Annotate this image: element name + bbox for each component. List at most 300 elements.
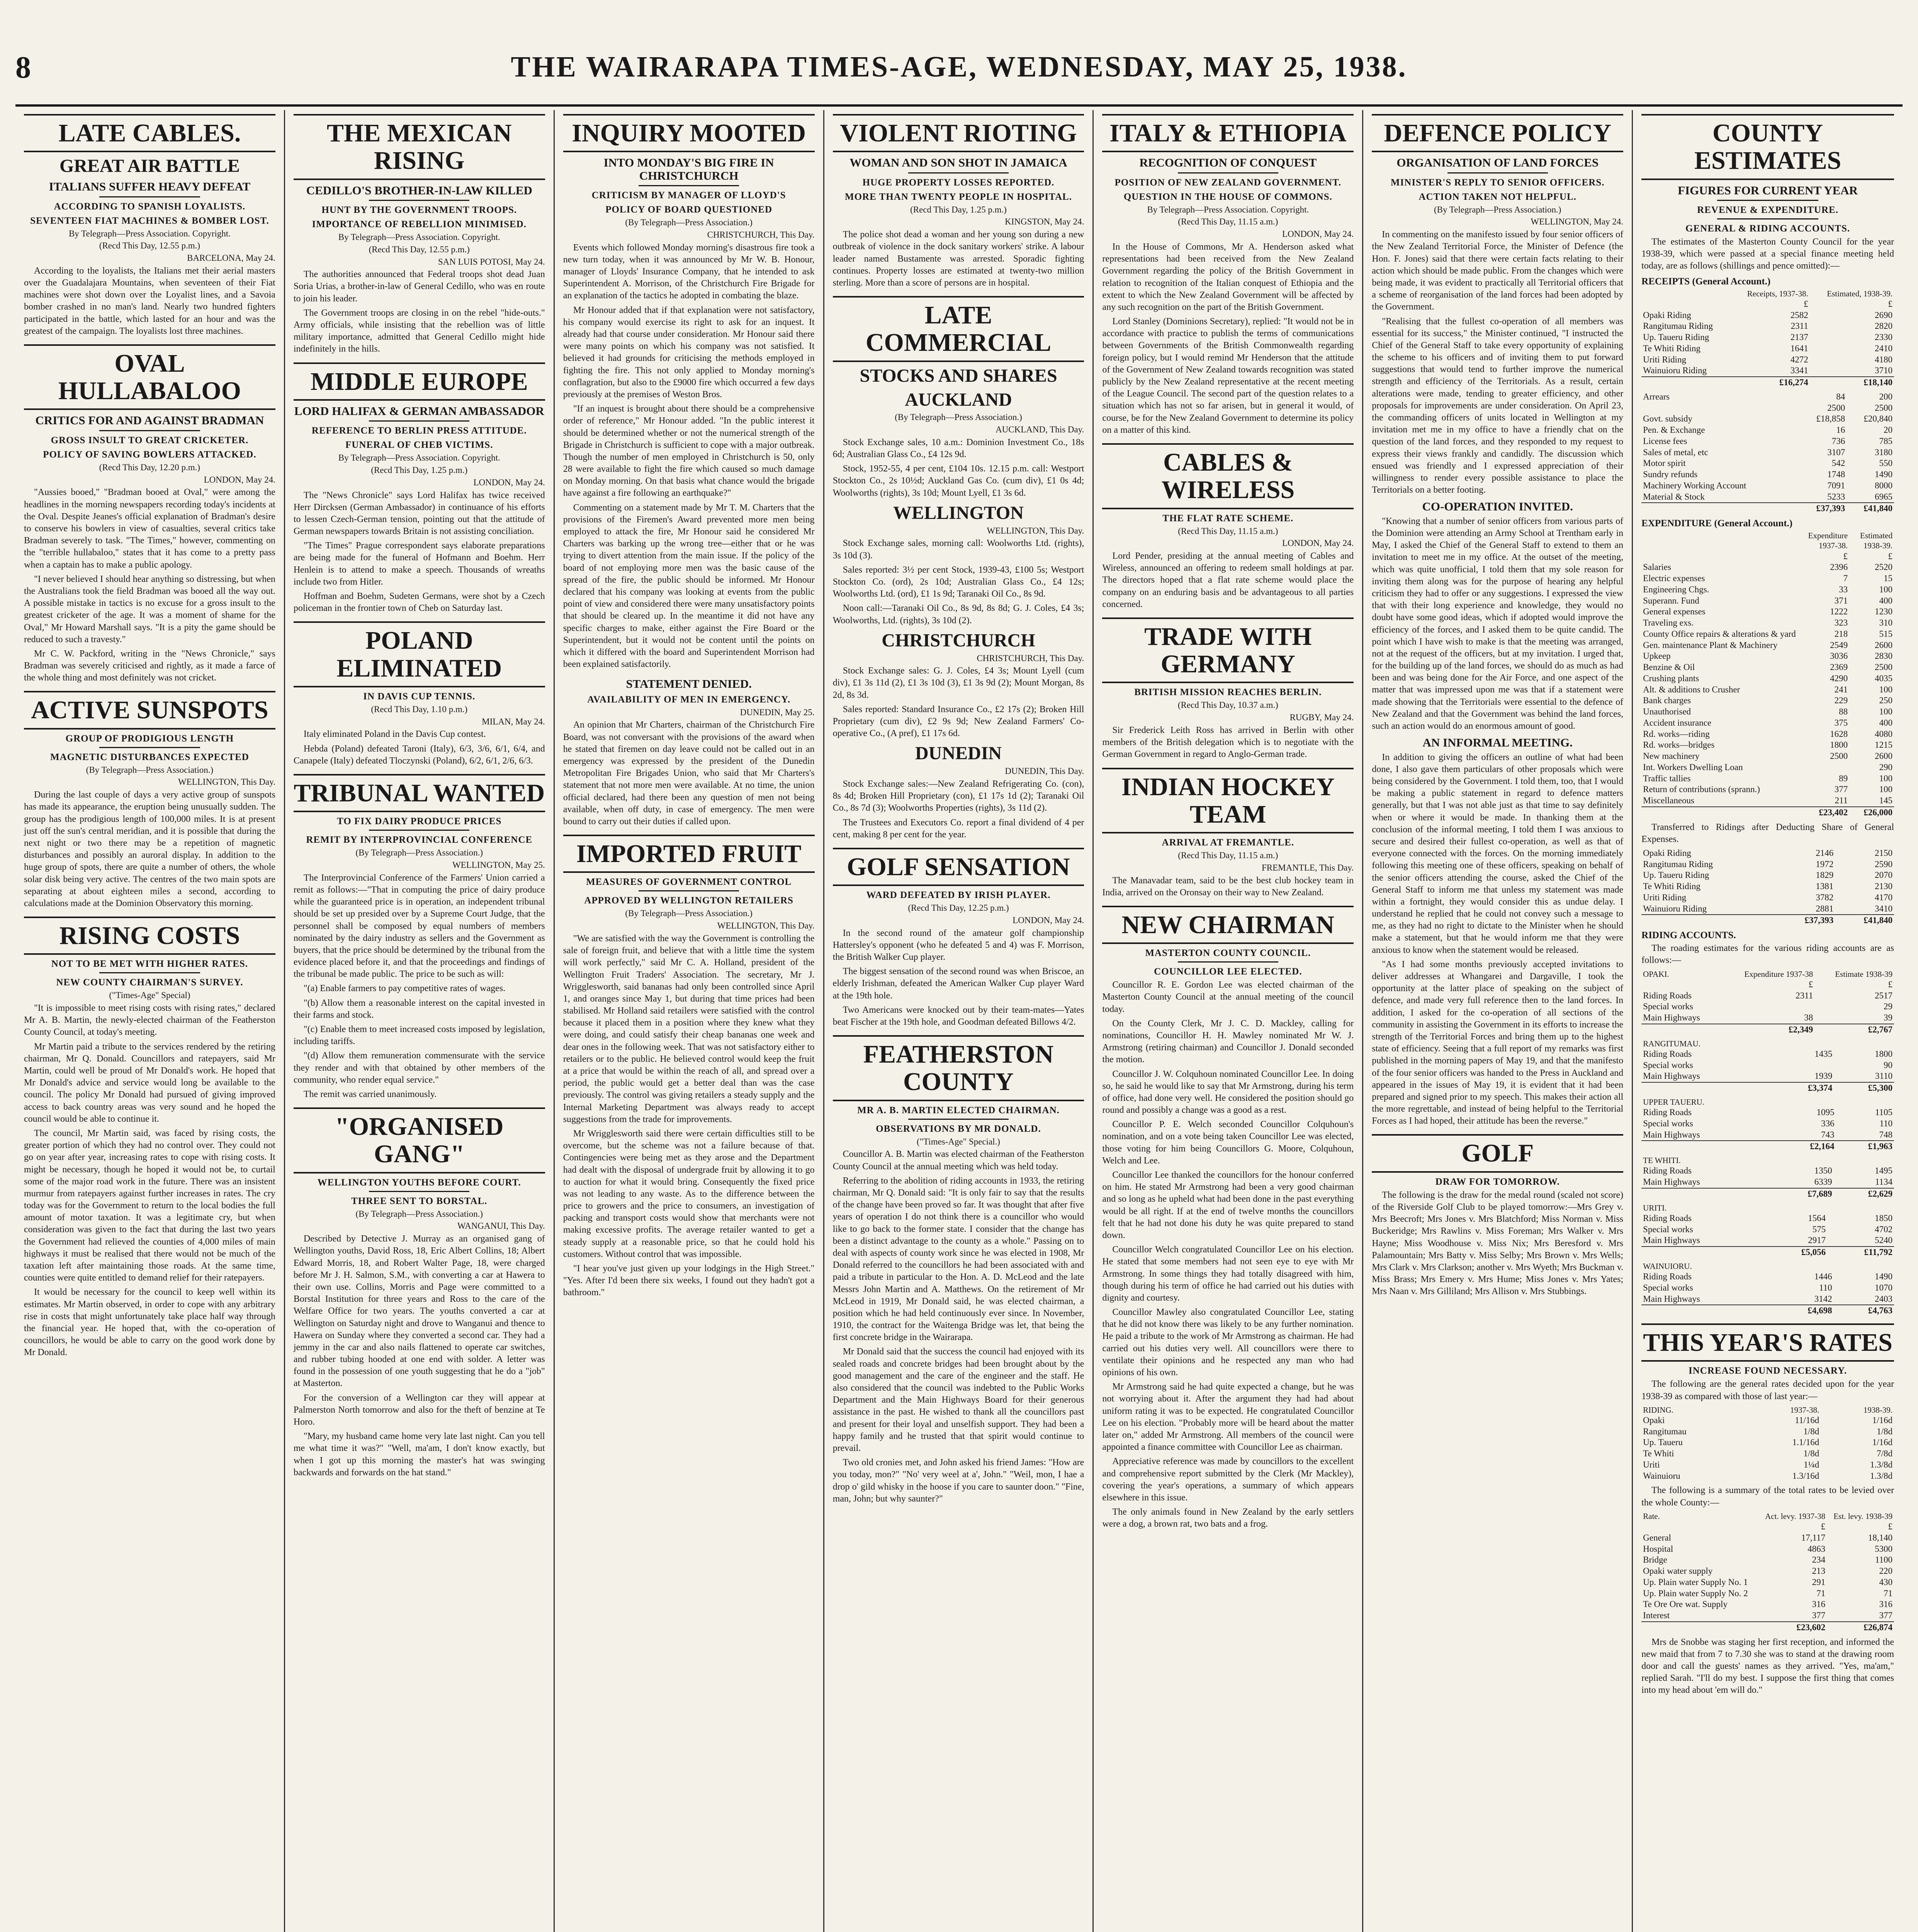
table-row (1641, 1060, 1894, 1071)
table-total-row (1641, 1082, 1894, 1094)
table-total-cell: £2,349 (1720, 1024, 1814, 1036)
table-row (1641, 1107, 1894, 1118)
table-cell: Material & Stock (1643, 492, 1705, 502)
table-cell: 8000 (1874, 480, 1893, 490)
table-total-cell: £23,602 (1758, 1622, 1827, 1633)
article-headline: VIOLENT RIOTING (833, 114, 1084, 152)
body-paragraph: The authorities announced that Federal troops shot dead Juan Soria Urias, a brother-in-law of General Cedillo, who was en route to join his leader. (293, 269, 545, 304)
deck-line: MEASURES OF GOVERNMENT CONTROL (586, 877, 792, 888)
deck-line: NEW COUNTY CHAIRMAN'S SURVEY. (56, 977, 243, 988)
table-cell: 6339 (1814, 1177, 1832, 1187)
table-cell: 2500 (1874, 662, 1893, 672)
newspaper-title: THE WAIRARAPA TIMES-AGE, WEDNESDAY, MAY 25, 1938. (511, 51, 1407, 83)
subheadline: INTO MONDAY'S BIG FIRE IN CHRISTCHURCH (603, 156, 774, 182)
table-cell: 7091 (1827, 480, 1845, 490)
table-cell: 1939 (1814, 1071, 1833, 1081)
deck-line: CRITICISM BY MANAGER OF LLOYD'S (591, 190, 786, 201)
article (1102, 443, 1354, 611)
table-row (1641, 1271, 1894, 1282)
body-paragraph: Events which followed Monday morning's disastrous fire took a new turn today, when it was announced by Mr W. B. Honour, manager of Lloyds' Insurance Company, that he intended to ask Superintendent A. Morrison, of the Christchurch Fire Brigade for an explanation of the tactics he adopted in combating the blaze. (563, 242, 815, 301)
table-cell: 3410 (1874, 903, 1893, 913)
table-cell: Miscellaneous (1643, 796, 1694, 806)
column-header: Est. levy. 1938-39 (1833, 1511, 1893, 1521)
table-cell: 400 (1879, 718, 1893, 728)
table-cell: 1641 (1790, 343, 1808, 353)
table-cell: 377 (1879, 1611, 1893, 1621)
table-cell: 4290 (1830, 673, 1848, 683)
deck-line: MAGNETIC DISTURBANCES EXPECTED (50, 752, 249, 762)
columns-container (15, 110, 1903, 1932)
article (294, 114, 545, 355)
column-header (1773, 1261, 1833, 1271)
table-total-cell (1641, 807, 1797, 818)
article (563, 835, 815, 1299)
table-cell: 100 (1879, 584, 1893, 594)
table-cell: Govt. subsidy (1643, 414, 1692, 424)
article-headline: TRADE WITH GERMANY (1102, 617, 1354, 684)
table-row (1641, 1544, 1894, 1555)
table-cell: Interest (1643, 1611, 1670, 1621)
column-header: 1938-39. (1863, 1405, 1893, 1415)
table-cell: 250 (1879, 696, 1893, 706)
table-row (1641, 584, 1894, 595)
column-header: Estimated, 1938-39. (1827, 289, 1893, 298)
body-paragraph: "(a) Enable farmers to pay competitive rates of wages. (303, 983, 506, 994)
table-cell: £ (1821, 1522, 1826, 1532)
body-paragraph: Councillor J. W. Colquhoun nominated Councillor Lee. In doing so, he said he would like to say that Mr Armstrong, during his term of office, had done very well. He considered the position should go round and possibly a change was a good as a rest. (1102, 1069, 1354, 1116)
deck-line: THE FLAT RATE SCHEME. (1162, 513, 1294, 524)
table-cell: 33 (1839, 584, 1848, 594)
section-heading: DUNEDIN (915, 743, 1002, 764)
table-row (1641, 310, 1894, 321)
body-paragraph: Councillor P. E. Welch seconded Councillor Colquhoun's nomination, and on a vote being taken Councillor Lee was elected, those voting for him being Councillors G. Moore, Colquhoun, Welch and Lee. (1102, 1119, 1354, 1166)
table-cell: 1829 (1816, 870, 1834, 880)
section-heading: WELLINGTON (893, 502, 1024, 523)
table-row (1641, 551, 1894, 562)
table-total-cell (1641, 1188, 1773, 1200)
table-cell: 3142 (1814, 1294, 1832, 1304)
table-cell: 84 (1836, 391, 1845, 401)
article-headline: OVAL HULLABALOO (24, 344, 275, 410)
table-header-row (1641, 969, 1894, 979)
subheadline: LORD HALIFAX & GERMAN AMBASSADOR (294, 404, 544, 418)
dateline: LONDON, May 24. (1282, 229, 1354, 239)
body-paragraph: "Aussies booed," "Bradman booed at Oval," were among the headlines in the morning newspapers recording today's incidents at the Oval. Despite Jeanes's official explanation of Bradman's desire to conserve his bowlers in view of casualties, several critics take Bradman severely to task. "The Times," however, commenting on the "terrible hullabaloo," states that it has come to a pretty pass when a captain has to make a public apology. (24, 487, 275, 570)
deck-line: HUNT BY THE GOVERNMENT TROOPS. (321, 205, 517, 215)
table-cell: 15 (1883, 573, 1893, 583)
article-headline: ITALY & ETHIOPIA (1102, 114, 1354, 152)
table-cell: Riding Roads (1643, 1272, 1692, 1282)
table-cell: Wainuioru (1643, 1471, 1680, 1481)
table-cell: Opaki Riding (1643, 848, 1691, 858)
body-paragraph: Transferred to Ridings after Deducting Share of General Expenses. (1641, 822, 1894, 844)
table-row (1641, 436, 1894, 447)
deck-line: QUESTION IN THE HOUSE OF COMMONS. (1123, 191, 1332, 202)
article (1641, 1323, 1894, 1696)
table-cell: 11/16d (1795, 1415, 1819, 1425)
body-paragraph: Stock Exchange sales, 10 a.m.: Dominion Investment Co., 18s 6d; Australian Glass Co., £4 12s 9d. (832, 437, 1084, 460)
table-row (1641, 1118, 1894, 1129)
article-headline: COUNTY ESTIMATES (1641, 114, 1894, 180)
deck-line: GROSS INSULT TO GREAT CRICKETER. (51, 435, 249, 446)
divider-rule (369, 1191, 469, 1192)
table-row (1641, 892, 1894, 903)
body-paragraph: The Government troops are closing in on the rebel "hide-outs." Army officials, while insisting that the rebellion was of little military importance, admitted that General Cedillo might hide indefinitely in the hills. (293, 308, 545, 354)
body-paragraph: It would be necessary for the council to keep well within its estimates. Mr Martin observed, in order to cope with any arbitrary rise in costs that might unfortunately take place half way through the financial year. He hoped that, with the co-operation of councillors, he would be able to carry on the good work done by Mr Donald. (24, 1287, 275, 1358)
table-cell: 2403 (1874, 1294, 1893, 1304)
subheadline: ORGANISATION OF LAND FORCES (1396, 156, 1599, 170)
table-row (1641, 1415, 1894, 1426)
table-row (1641, 458, 1894, 469)
byline: (Recd This Day, 12.55 p.m.) (369, 244, 470, 254)
table-cell: £ (1804, 299, 1808, 309)
divider-rule (1717, 200, 1818, 201)
deck-line: GENERAL & RIDING ACCOUNTS. (1685, 223, 1850, 234)
article (24, 114, 275, 337)
byline: (By Telegraph—Press Association.) (1434, 204, 1561, 214)
dateline: WANGANUI, This Day. (457, 1221, 545, 1231)
table-cell: 1.1/16d (1792, 1437, 1819, 1447)
table-cell: 575 (1812, 1224, 1826, 1234)
table-cell: 2130 (1874, 881, 1893, 891)
body-paragraph: Two Americans were knocked out by their team-mates—Yates beat Fischer at the 19th hole, and Goodman defeated Billows 4/2. (832, 1005, 1084, 1027)
table-cell: Traffic tallies (1643, 773, 1691, 783)
table-cell: 2830 (1874, 651, 1893, 661)
table-row (1641, 1532, 1894, 1544)
article-headline: GOLF (1372, 1134, 1623, 1172)
table-row (1641, 729, 1894, 740)
table-row (1641, 391, 1894, 403)
table-cell: 4863 (1808, 1544, 1826, 1554)
divider-rule (1447, 172, 1548, 173)
body-paragraph: According to the loyalists, the Italians met their aerial masters over the Guadalajara Mountains, when seventeen of their Fiat machines were shot down over the Loyalist lines, and a Savoia bomber crashed in no man's land. Nearly two hundred fighters participated in the battle, which lasted for an hour and was the greatest of the campaign. The loyalists lost three machines. (24, 265, 275, 336)
table-cell: Uriti Riding (1643, 354, 1686, 364)
dateline: MILAN, May 24. (482, 716, 545, 726)
divider-rule (369, 830, 469, 831)
table-total-cell: £7,689 (1773, 1188, 1833, 1200)
table-row (1641, 299, 1894, 310)
deck-line: POLICY OF BOARD QUESTIONED (605, 204, 773, 215)
table-row (1641, 1437, 1894, 1448)
column-header: 1937-38. (1790, 1405, 1819, 1415)
deck-line: REVENUE & EXPENDITURE. (1697, 205, 1838, 215)
column-header: Estimate 1938-39 (1835, 969, 1893, 979)
body-paragraph: "(b) Allow them a reasonable interest on the capital invested in their farms and stock. (293, 998, 545, 1020)
body-paragraph: The estimates of the Masterton County Council for the year 1938-39, which were passed at a special finance meeting held today, are as follows (shillings and pence omitted):— (1641, 237, 1894, 271)
dateline: FREMANTLE, This Day. (1261, 862, 1354, 872)
column-header: Estimated 1938-39. (1860, 531, 1893, 551)
table-row (1641, 1459, 1894, 1471)
byline: By Telegraph—Press Association. Copyright. (338, 232, 500, 242)
table-total-cell: £2,767 (1814, 1024, 1894, 1036)
table-cell: 3180 (1874, 447, 1893, 457)
article-headline: IMPORTED FRUIT (563, 835, 815, 873)
table-cell: 88 (1839, 707, 1848, 717)
table-cell: Up. Plain water Supply No. 1 (1643, 1577, 1748, 1587)
table-row (1641, 617, 1894, 629)
table-cell: 2690 (1874, 310, 1893, 320)
table-row (1641, 762, 1894, 773)
body-paragraph: Councillor Mawley also congratulated Councillor Lee, stating that he did not know there was likely to be any further nomination. He paid a tribute to the work of Mr Armstrong as chairman. He had carried out his duties very well. All councillors were there to ventilate their opinions and he respected any man who had opinions of his own. (1102, 1307, 1354, 1378)
table-cell: 110 (1819, 1282, 1832, 1293)
table-total-cell (1641, 1024, 1720, 1036)
table-row (1641, 1448, 1894, 1459)
table-cell: Benzine & Oil (1643, 662, 1695, 672)
table-cell: 1134 (1875, 1177, 1893, 1187)
article (24, 917, 275, 1359)
table-total-cell: £37,393 (1799, 503, 1847, 514)
column-header (1769, 1203, 1827, 1213)
table-cell: Riding Roads (1643, 1166, 1692, 1176)
divider-rule (1178, 961, 1278, 963)
table-cell: 2582 (1790, 310, 1808, 320)
table-row (1641, 629, 1894, 640)
table-cell: 2820 (1874, 321, 1893, 331)
deck-line: NOT TO BE MET WITH HIGHER RATES. (51, 959, 248, 969)
table-cell: County Office repairs & alterations & yard (1643, 629, 1796, 639)
column-header: Receipts, 1937-38. (1747, 289, 1808, 298)
article-headline: FEATHERSTON COUNTY (833, 1035, 1084, 1101)
table-cell: 1564 (1808, 1213, 1826, 1223)
table-cell: Electric expenses (1643, 573, 1705, 583)
table-cell: 4080 (1874, 729, 1893, 739)
table-cell: Int. Workers Dwelling Loan (1643, 762, 1743, 772)
body-paragraph: Stock Exchange sales: G. J. Coles, £4 3s; Mount Lyell (cum div), £1 3s 11d (2), £1 3s 10d (3), £1 3s 9d (2); Mount Morgan, 8s 2d, 8s 3d. (832, 666, 1084, 700)
table-cell: 1070 (1874, 1282, 1893, 1293)
table-cell: Accident insurance (1643, 718, 1712, 728)
table-cell: Return of contributions (sprann.) (1643, 784, 1760, 794)
body-paragraph: Sales reported: 3½ per cent Stock, 1939-43, £100 5s; Westport Stockton Co. (ord), 2s 10d; Australian Glass Co., £4 12s; Woolworths Ltd. (ord), £1 1s 9d; Taranaki Oil Co., 8s 9d. (832, 565, 1084, 599)
table-cell: 2311 (1796, 990, 1813, 1000)
body-paragraph: Sir Frederick Leith Ross has arrived in Berlin with other members of the British delegation which is to negotiate with the German Government in regard to Anglo-German trade. (1102, 725, 1354, 760)
table-cell: Pen. & Exchange (1643, 425, 1705, 435)
dateline: WELLINGTON, May 25. (452, 860, 545, 870)
table-cell: 1/16d (1872, 1415, 1893, 1425)
deck-line: BRITISH MISSION REACHES BERLIN. (1134, 687, 1322, 698)
body-paragraph: Stock Exchange sales, morning call: Woolworths Ltd. (rights), 3s 10d (3). (832, 538, 1084, 561)
column-header (1641, 289, 1731, 299)
article-headline: GOLF SENSATION (833, 848, 1084, 886)
column-6 (1363, 110, 1633, 1932)
table-cell: Rd. works—riding (1643, 729, 1710, 739)
subheadline: STATEMENT DENIED. (626, 677, 752, 691)
table-cell: 1350 (1814, 1166, 1832, 1176)
table-cell: 1215 (1874, 740, 1893, 750)
table-cell: Engineering Chgs. (1643, 584, 1709, 594)
table-total-cell: £18,140 (1810, 377, 1894, 388)
table-cell: 2396 (1830, 562, 1848, 572)
table-total-cell: £26,000 (1849, 807, 1894, 818)
table-cell: 1628 (1830, 729, 1848, 739)
divider-rule (99, 972, 200, 973)
column-3 (555, 110, 824, 1932)
body-paragraph: "I hear you've just given up your lodgings in the High Street." "Yes. After I'd been there six weeks, I found out they hadn't got a bathroom." (563, 1264, 815, 1298)
deck-line: INCREASE FOUND NECESSARY. (1689, 1366, 1847, 1376)
table-cell: Bank charges (1643, 696, 1691, 706)
table-cell: 1800 (1874, 1049, 1893, 1059)
table-cell (1774, 1060, 1834, 1071)
subheadline: RECOGNITION OF CONQUEST (1139, 156, 1317, 170)
table-header-row (1641, 1511, 1894, 1521)
table-row (1641, 684, 1894, 696)
table-cell: 38 (1804, 1013, 1813, 1023)
table-cell: 1/8d (1803, 1426, 1819, 1436)
table-cell: Main Highways (1643, 1235, 1700, 1245)
deck-line: FUNERAL OF CHEB VICTIMS. (345, 440, 493, 451)
byline: (Recd This Day, 12.20 p.m.) (99, 462, 200, 472)
article-headline: DEFENCE POLICY (1372, 114, 1623, 152)
table-cell: Opaki water supply (1643, 1566, 1713, 1576)
table-cell: Riding Roads (1643, 1049, 1692, 1059)
table-row (1641, 343, 1894, 354)
table-cell: 2070 (1874, 870, 1893, 880)
article-headline: THE MEXICAN RISING (294, 114, 545, 180)
table-row (1641, 403, 1894, 414)
body-paragraph: For the conversion of a Wellington car they will appear at Palmerston North tomorrow and also for the theft of benzine at Te Horo. (293, 1393, 545, 1427)
table-cell: 6965 (1874, 492, 1893, 502)
article-headline: CABLES & WIRELESS (1102, 443, 1354, 509)
body-paragraph: The council, Mr Martin said, was faced by rising costs, the greater portion of which they had no control over. They could not go on year after year, increasing rates to cope with rising costs. It might be necessary, though he hoped it would not be, to curtail some of the major road work in the future. There was an insistent murmur from ratepayers against further increases in rates. The cry today was for the Government to return to the local bodies the full amount of motor taxation. It was a legitimate cry, but when consideration was given to the fact that during the last two years the Government had relieved the counties of 4,000 miles of main highways it must be realised that there would not be much of the taxation left after maintaining those roads. At the same time, counties were quite entitled to demand relief for their ratepayers. (24, 1128, 275, 1283)
body-paragraph: The biggest sensation of the second round was when Briscoe, an elderly Irishman, defeated the American Walker Cup player Ward at the 19th hole. (832, 966, 1084, 1001)
table-cell: 145 (1879, 796, 1893, 806)
table-cell: 100 (1879, 773, 1893, 783)
subheadline: CRITICS FOR AND AGAINST BRADMAN (35, 413, 264, 427)
table-cell: 3107 (1827, 447, 1845, 457)
table-cell: Up. Taueru Riding (1643, 332, 1709, 342)
table-cell: 2881 (1816, 903, 1834, 913)
body-paragraph: The roading estimates for the various riding accounts are as follows:— (1641, 943, 1894, 966)
column-1 (15, 110, 285, 1932)
article (833, 848, 1084, 1028)
table-cell: 515 (1879, 629, 1893, 639)
table-row (1641, 447, 1894, 458)
table-total-cell: £4,698 (1773, 1305, 1833, 1316)
body-paragraph: Described by Detective J. Murray as an organised gang of Wellington youths, David Ross, 18, Eric Albert Collins, 18; Albert Edward Morris, 18, and Robert Walter Page, 18, were charged before Mr J. H. Salmon, S.M., with converting a car at Hawera to their own use. Collins, Morris and Page were committed to a Borstal Institution for three years and Ross to the care of the Welfare Office for two years. The youths converted a car at Wellington on Saturday night and drove to Wanganui and thence to Hawera on Sunday where they converted a second car. They had a jemmy in the car and also nails flattened to operate car switches, and rubber tubing hooded at one end with solder. A letter was found in the possession of one youth suggesting that he do a "job" at Masterton. (293, 1234, 545, 1389)
section-heading: STOCKS AND SHARES (860, 365, 1057, 386)
table-cell: 7/8d (1877, 1449, 1893, 1459)
divider-rule (1178, 172, 1278, 173)
column-header (1773, 1155, 1833, 1165)
table-cell: 2600 (1874, 640, 1893, 650)
table-cell: 1.3/8d (1870, 1471, 1893, 1481)
table-cell: 1/8d (1803, 1449, 1819, 1459)
table-cell: 5240 (1874, 1235, 1893, 1245)
article (833, 1035, 1084, 1505)
deck-line: WARD DEFEATED BY IRISH PLAYER. (866, 890, 1051, 901)
table-heading: RECEIPTS (General Account.) (1641, 276, 1771, 287)
table-row (1641, 1554, 1894, 1566)
divider-rule (99, 747, 200, 748)
table-cell: Main Highways (1643, 1129, 1700, 1139)
dateline: CHRISTCHURCH, This Day. (977, 653, 1084, 663)
table-cell: Te Ore Ore wat. Supply (1643, 1599, 1728, 1609)
article (294, 774, 545, 1100)
table-cell: New machinery (1643, 751, 1700, 761)
byline: (Recd This Day, 12.25 p.m.) (908, 903, 1009, 913)
table-row (1641, 354, 1894, 366)
table-cell: Rd. works—bridges (1643, 740, 1715, 750)
article-headline: NEW CHAIRMAN (1102, 906, 1354, 944)
table-cell: 4702 (1874, 1224, 1893, 1234)
table-cell: Uriti (1643, 1459, 1660, 1469)
table-cell: 1105 (1875, 1107, 1893, 1117)
body-paragraph: "Mary, my husband came home very late last night. Can you tell me what time it was?" "Well, ma'am, I don't know exactly, but when I got up this morning the master's hat was swinging backwards and forwards on the hat stand." (293, 1431, 545, 1478)
table-cell: 316 (1879, 1599, 1893, 1609)
table-total-cell (1641, 915, 1776, 926)
column-header: OPAKI. (1643, 969, 1669, 979)
dateline: WELLINGTON, May 24. (1531, 217, 1624, 227)
body-paragraph: Councillor Welch congratulated Councillor Lee on his election. He stated that some members had not seen eye to eye with Mr Armstrong. In some things they had totally disagreed with him, though during his term of office he had carried out his duties with dignity and courtesy. (1102, 1245, 1354, 1303)
table-cell: Special works (1643, 1118, 1693, 1128)
article (1372, 114, 1623, 1127)
article-headline: LATE CABLES. (24, 114, 275, 152)
table-cell: Main Highways (1643, 1177, 1700, 1187)
table-row (1641, 1471, 1894, 1482)
column-header (1641, 531, 1797, 551)
table-cell: 20 (1883, 425, 1893, 435)
byline: (Recd This Day, 11.15 a.m.) (1178, 526, 1278, 536)
table-cell: Main Highways (1643, 1294, 1700, 1304)
table-cell: 748 (1879, 1129, 1893, 1139)
table-row (1641, 1566, 1894, 1577)
body-paragraph: Noon call:—Taranaki Oil Co., 8s 9d, 8s 8d; G. J. Coles, £4 3s; Woolworths, Ltd. (rights), 3s 10d (2). (832, 603, 1084, 626)
table-total-cell: £4,763 (1834, 1305, 1894, 1316)
deck-line: OBSERVATIONS BY MR DONALD. (876, 1123, 1041, 1134)
table-row (1641, 718, 1894, 729)
figures-table (1641, 1097, 1894, 1152)
table-header-row (1641, 1405, 1894, 1415)
table-row (1641, 1012, 1894, 1024)
table-row (1641, 413, 1894, 425)
deck-line: AVAILABILITY OF MEN IN EMERGENCY. (587, 694, 791, 705)
table-cell: Special works (1643, 1060, 1693, 1070)
table-cell: 1490 (1874, 469, 1893, 480)
table-cell: 2520 (1874, 562, 1893, 572)
body-paragraph: "The Times" Prague correspondent says elaborate preparations are being made for the funeral of Hofmann and Boehm. Herr Henlein is to attend to make a speech. Thousands of wreaths include two from Hitler. (293, 541, 545, 587)
table-cell: 100 (1879, 684, 1893, 694)
table-total-row (1641, 807, 1894, 818)
table-total-cell: £41,840 (1847, 503, 1894, 514)
body-paragraph: Hoffman and Boehm, Sudeten Germans, were shot by a Czech policeman in the frontier town of Cheb on Saturday last. (293, 591, 545, 614)
table-row (1641, 870, 1894, 881)
article (1102, 768, 1354, 899)
body-paragraph: The only animals found in New Zealand by the early settlers were a dog, a brown rat, two bats and a frog. (1102, 1507, 1354, 1529)
table-cell: 316 (1812, 1599, 1826, 1609)
table-cell (1641, 1521, 1758, 1532)
divider-rule (1717, 218, 1818, 219)
body-paragraph: In the second round of the amateur golf championship Hattersley's opponent (who he defeated 5 and 4) was F. Morrison, the British Walker Cup player. (832, 928, 1084, 963)
byline: (Recd This Day, 1.10 p.m.) (371, 704, 468, 714)
body-paragraph: Stock, 1952-55, 4 per cent, £104 10s. 12.15 p.m. call: Westport Stockton Co., 2s 10½d; Auckland Gas Co. (cum div), £1 0s 4d; Woolworths (rights), 3s 10d; Mount Lyell, £1 3s 6d. (832, 464, 1084, 498)
table-row (1641, 595, 1894, 607)
table-row (1641, 332, 1894, 343)
table-cell: 241 (1834, 684, 1848, 694)
article (1102, 114, 1354, 436)
table-row (1641, 573, 1894, 584)
table-cell: 430 (1879, 1577, 1893, 1587)
table-cell: Crushing plants (1643, 673, 1699, 683)
byline: (Recd This Day, 1.25 p.m.) (371, 465, 468, 475)
table-total-cell: £3,374 (1774, 1082, 1834, 1094)
deck-line: POSITION OF NEW ZEALAND GOVERNMENT. (1114, 177, 1342, 188)
table-header-row (1641, 1039, 1894, 1049)
table-cell: 3782 (1816, 892, 1834, 902)
table-cell: 229 (1834, 696, 1848, 706)
body-paragraph: Two old cronies met, and John asked his friend James: "How are you today, mon?" "No' very weel at a', John." "Weil, mon, I hae a drop o' gild whisky in the hoose if you care to saunter doon." "Fine, man, John; but why saunter?" (832, 1458, 1084, 1504)
dateline: BARCELONA, May 24. (187, 253, 275, 263)
table-cell: 17,117 (1801, 1532, 1826, 1543)
table-row (1641, 773, 1894, 784)
